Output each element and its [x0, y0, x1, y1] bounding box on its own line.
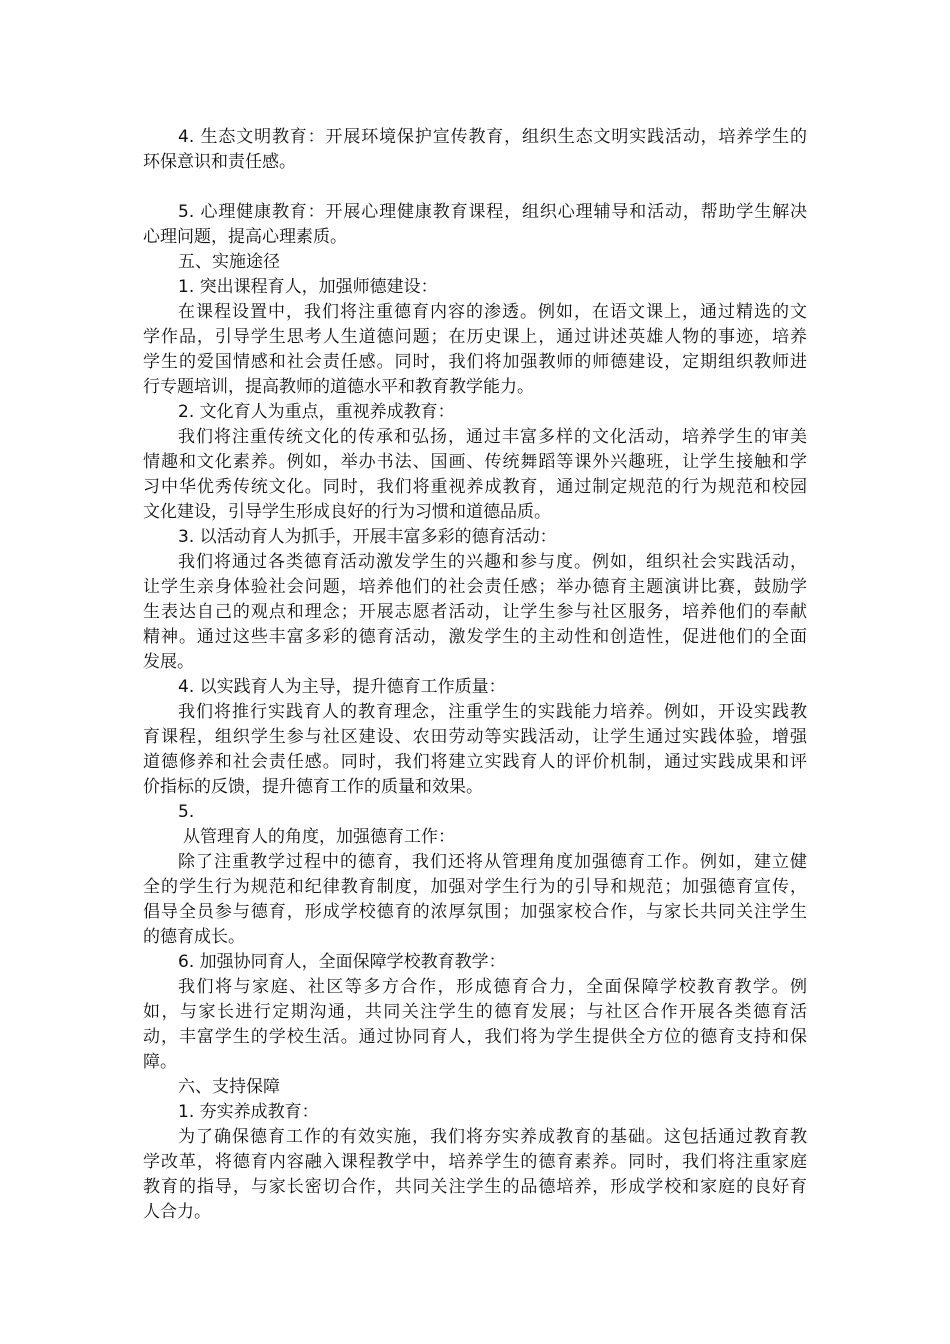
- text-line: 倡导全员参与德育，形成学校德育的浓厚氛围；加强家校合作，与家长共同关注学生: [143, 902, 807, 922]
- text-line: 情趣和文化素养。例如，举办书法、国画、传统舞蹈等课外兴趣班，让学生接触和学: [143, 452, 807, 472]
- text-line: 4. 生态文明教育：开展环境保护宣传教育，组织生态文明实践活动，培养学生的: [178, 127, 807, 147]
- text-line: 人合力。: [143, 1202, 211, 1222]
- text-line: 精神。通过这些丰富多彩的德育活动，激发学生的主动性和创造性，促进他们的全面: [143, 627, 807, 647]
- text-line: 学作品，引导学生思考人生道德问题；在历史课上，通过讲述英雄人物的事迹，培养: [143, 327, 807, 347]
- text-line: 我们将推行实践育人的教育理念，注重学生的实践能力培养。例如，开设实践教: [178, 702, 807, 722]
- text-line: 习中华优秀传统文化。同时，我们将重视养成教育，通过制定规范的行为规范和校园: [143, 477, 807, 497]
- text-line: 除了注重教学过程中的德育，我们还将从管理角度加强德育工作。例如，建立健: [178, 852, 807, 872]
- text-line: 育课程，组织学生参与社区建设、农田劳动等实践活动，让学生通过实践体验，增强: [143, 727, 807, 747]
- text-line: 动，丰富学生的学校生活。通过协同育人，我们将为学生提供全方位的德育支持和保: [143, 1027, 807, 1047]
- text-line: 在课程设置中，我们将注重德育内容的渗透。例如，在语文课上，通过精选的文: [178, 302, 807, 322]
- text-line: 障。: [143, 1052, 177, 1072]
- text-line: 道德修养和社会责任感。同时，我们将建立实践育人的评价机制，通过实践成果和评: [143, 752, 807, 772]
- subheading: 3. 以活动育人为抓手，开展丰富多彩的德育活动：: [178, 527, 557, 547]
- text-line: 行专题培训，提高教师的道德水平和教育教学能力。: [143, 377, 534, 397]
- text-line: 让学生亲身体验社会问题，培养他们的社会责任感；举办德育主题演讲比赛，鼓励学: [143, 577, 807, 597]
- text-line: 学生的爱国情感和社会责任感。同时，我们将加强教师的师德建设，定期组织教师进: [143, 352, 807, 372]
- text-line: 生表达自己的观点和理念；开展志愿者活动，让学生参与社区服务，培养他们的奉献: [143, 602, 807, 622]
- text-line: 学改革，将德育内容融入课程教学中，培养学生的德育素养。同时，我们将注重家庭: [143, 1152, 807, 1172]
- subheading: 1. 突出课程育人，加强师德建设：: [178, 277, 438, 297]
- subheading-number: 5.: [178, 802, 195, 822]
- section-heading: 五、实施途径: [178, 252, 280, 272]
- text-line: 如，与家长进行定期沟通，共同关注学生的德育发展；与社区合作开展各类德育活: [143, 1002, 807, 1022]
- text-line: 教育的指导，与家长密切合作，共同关注学生的品德培养，形成学校和家庭的良好育: [143, 1177, 807, 1197]
- text-line: 心理问题，提高心理素质。: [143, 227, 347, 247]
- text-line: 环保意识和责任感。: [143, 152, 296, 172]
- subheading: 1. 夯实养成教育：: [178, 1102, 319, 1122]
- text-line: 全的学生行为规范和纪律教育制度，加强对学生行为的引导和规范；加强德育宣传，: [143, 877, 807, 897]
- text-line: 我们将通过各类德育活动激发学生的兴趣和参与度。例如，组织社会实践活动，: [178, 552, 807, 572]
- text-line: 价指标的反馈，提升德育工作的质量和效果。: [143, 777, 483, 797]
- section-heading: 六、支持保障: [178, 1077, 280, 1097]
- text-line: 我们将注重传统文化的传承和弘扬，通过丰富多样的文化活动，培养学生的审美: [178, 427, 807, 447]
- text-line: 我们将与家庭、社区等多方合作，形成德育合力，全面保障学校教育教学。例: [178, 977, 807, 997]
- text-line: 5. 心理健康教育：开展心理健康教育课程，组织心理辅导和活动，帮助学生解决: [178, 202, 807, 222]
- text-line: 为了确保德育工作的有效实施，我们将夯实养成教育的基础。这包括通过教育教: [178, 1127, 807, 1147]
- subheading: 从管理育人的角度，加强德育工作：: [183, 827, 455, 847]
- subheading: 4. 以实践育人为主导，提升德育工作质量：: [178, 677, 506, 697]
- text-line: 文化建设，引导学生形成良好的行为习惯和道德品质。: [143, 502, 551, 522]
- subheading: 6. 加强协同育人，全面保障学校教育教学：: [178, 952, 506, 972]
- subheading: 2. 文化育人为重点，重视养成教育：: [178, 402, 455, 422]
- text-line: 发展。: [143, 652, 194, 672]
- text-line: 的德育成长。: [143, 927, 245, 947]
